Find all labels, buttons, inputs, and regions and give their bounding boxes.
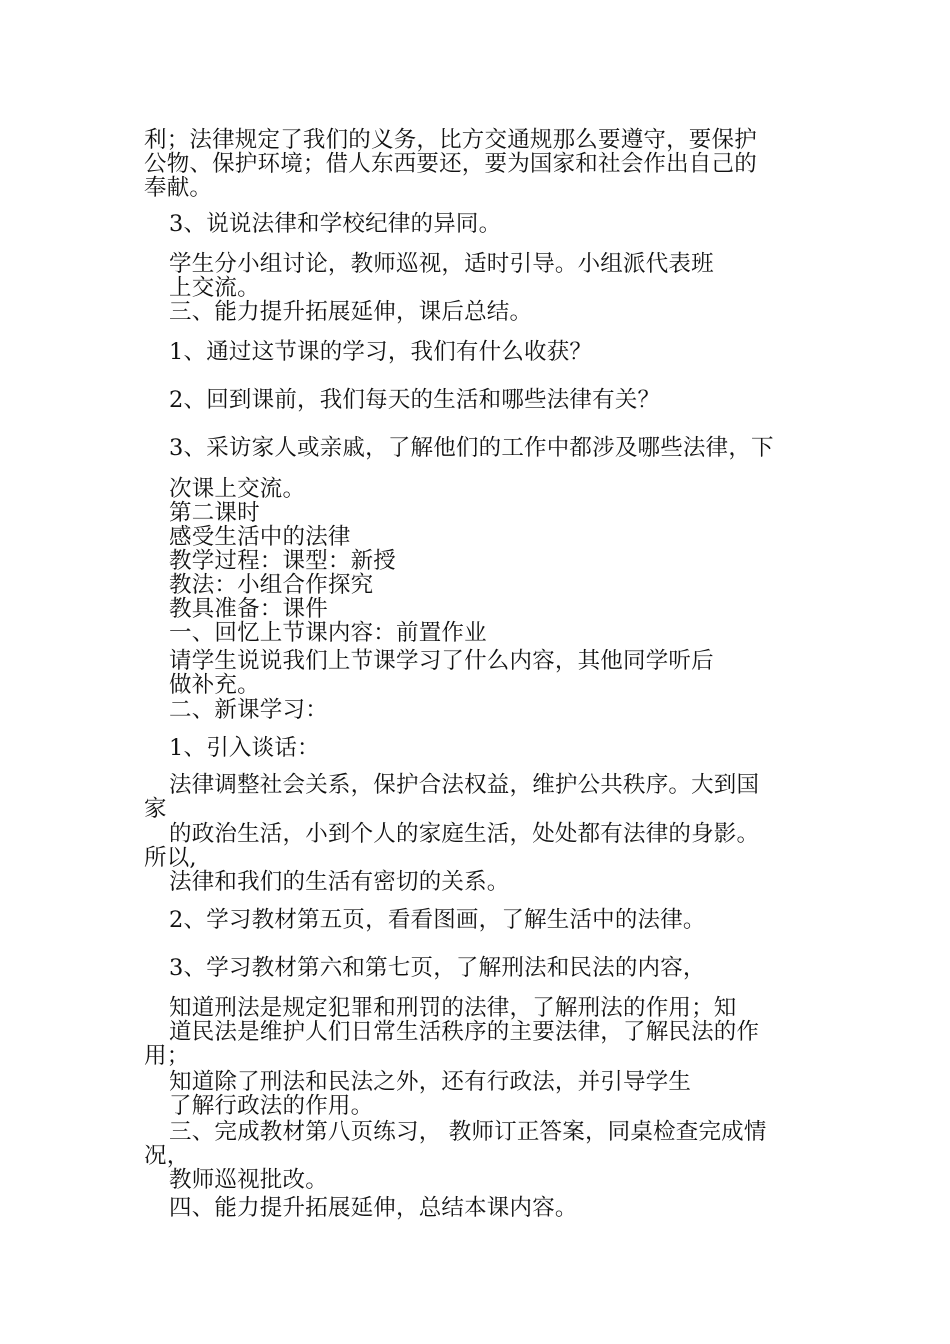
text-line: 学生分小组讨论，教师巡视，适时引导。小组派代表班 (169, 251, 714, 277)
text-line: 所以, (144, 845, 197, 871)
text-line: 1、引入谈话： (169, 735, 320, 761)
text-line: 教法：小组合作探究 (169, 572, 374, 598)
text-line: 四、能力提升拓展延伸，总结本课内容。 (169, 1195, 578, 1221)
text-line: 3、说说法律和学校纪律的异同。 (169, 211, 502, 237)
text-line: 1、通过这节课的学习，我们有什么收获？ (169, 339, 593, 365)
text-line: 道民法是维护人们日常生活秩序的主要法律，了解民法的作 (169, 1019, 760, 1045)
text-line: 的政治生活，小到个人的家庭生活，处处都有法律的身影。 (169, 821, 760, 847)
text-line: 3、采访家人或亲戚，了解他们的工作中都涉及哪些法律，下 (169, 435, 774, 461)
text-line: 法律和我们的生活有密切的关系。 (169, 869, 510, 895)
text-line: 2、学习教材第五页，看看图画，了解生活中的法律。 (169, 907, 706, 933)
text-line: 三、能力提升拓展延伸，课后总结。 (169, 299, 533, 325)
text-line: 做补充。 (169, 672, 260, 698)
text-line: 教具准备：课件 (169, 596, 328, 622)
text-line: 三、完成教材第八页练习， 教师订正答案，同桌检查完成情 (169, 1119, 767, 1145)
text-line: 知道刑法是规定犯罪和刑罚的法律，了解刑法的作用；知 (169, 995, 737, 1021)
text-line: 利；法律规定了我们的义务，比方交通规那么要遵守，要保护 (144, 127, 757, 153)
text-line: 2、回到课前，我们每天的生活和哪些法律有关？ (169, 387, 661, 413)
text-line: 公物、保护环境；借人东西要还，要为国家和社会作出自己的 (144, 151, 757, 177)
text-line: 上交流。 (169, 275, 260, 301)
text-line: 请学生说说我们上节课学习了什么内容，其他同学听后 (169, 648, 714, 674)
text-line: 3、学习教材第六和第七页，了解刑法和民法的内容， (169, 955, 706, 981)
text-line: 第二课时 (169, 500, 260, 526)
text-line: 二、新课学习： (169, 697, 328, 723)
text-line: 奉献。 (144, 175, 213, 201)
text-line: 用； (144, 1043, 190, 1069)
text-line: 次课上交流。 (169, 476, 306, 502)
text-line: 家 (144, 796, 167, 822)
text-line: 了解行政法的作用。 (169, 1093, 374, 1119)
text-line: 教学过程：课型：新授 (169, 548, 397, 574)
text-line: 知道除了刑法和民法之外，还有行政法，并引导学生 (169, 1069, 692, 1095)
text-line: 况， (144, 1143, 190, 1169)
text-line: 法律调整社会关系，保护合法权益，维护公共秩序。大到国 (169, 772, 760, 798)
text-line: 感受生活中的法律 (169, 524, 351, 550)
text-line: 教师巡视批改。 (169, 1167, 328, 1193)
text-line: 一、回忆上节课内容：前置作业 (169, 620, 487, 646)
